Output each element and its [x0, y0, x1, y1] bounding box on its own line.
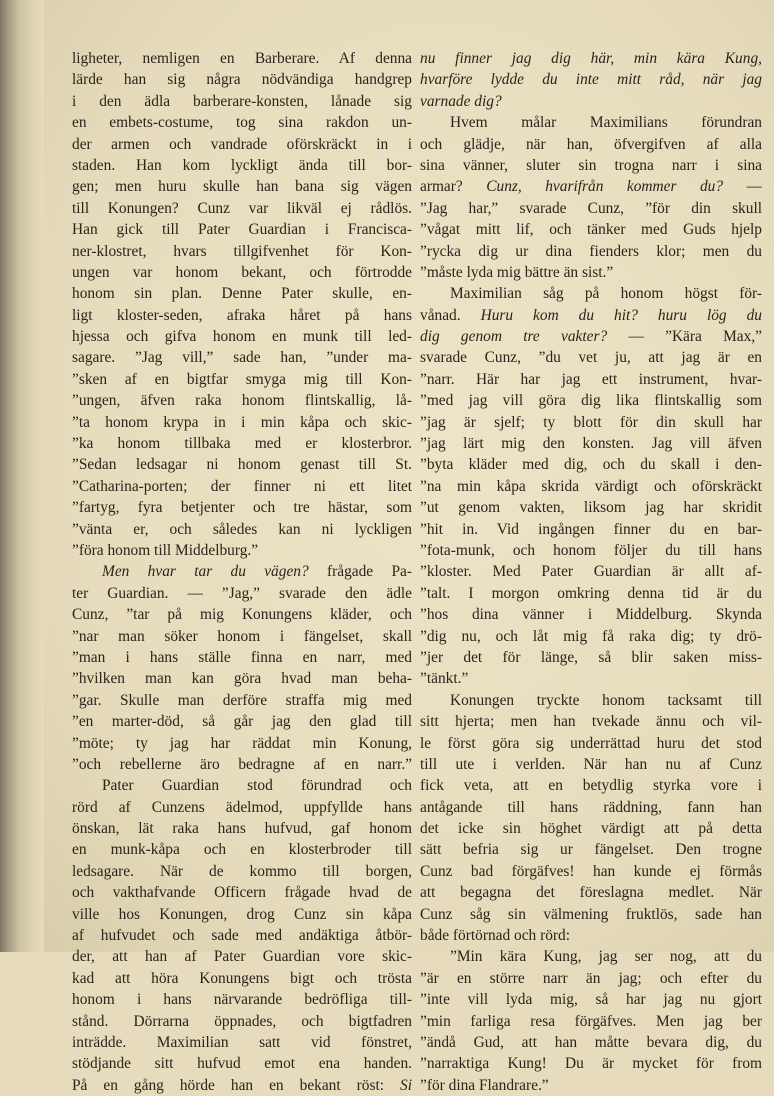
text-line: ”gar. Skulle man derföre straffa mig med	[72, 691, 412, 709]
text-line: inträdde. Maximilian satt vid fönstret,	[72, 1033, 412, 1051]
text-line: ”möte; ty jag har räddat min Konung,	[72, 734, 412, 752]
text-line: och vakthafvande Officern frågade hvad de	[72, 884, 412, 902]
text-line: ”rycka dig ur dina fienders klor; men du	[420, 242, 762, 260]
text-line: ”byta kläder med dig, och du skall i den-	[420, 456, 762, 474]
text-line: dig genom tre vakter? — ”Kära Max,”	[420, 328, 762, 346]
text-line: ”ändå Gud, att han måtte bevara dig, du	[420, 1033, 762, 1051]
text-line: Maximilian såg på honom högst för-	[450, 285, 762, 303]
text-line: både förtörnad och rörd:	[420, 927, 570, 945]
text-line: ”narraktiga Kung! Du är mycket för from	[420, 1055, 762, 1073]
text-line: ”hit in. Vid ingången finner du en bar-	[420, 520, 762, 538]
text-line: fick veta, att en betydlig styrka vore i	[420, 777, 762, 795]
text-line: sina vänner, sluter sin trogna narr i sina	[420, 156, 762, 174]
text-column-right	[420, 48, 762, 1096]
text-line: ”nar man söker honom i fängelset, skall	[72, 627, 412, 645]
text-line: en embets-costume, tog sina rakdon un-	[72, 114, 412, 132]
text-line: armar? Cunz, hvarifrån kommer du? —	[420, 178, 762, 196]
text-line: ”och rebellerne äro bedragne af en narr.”	[72, 755, 412, 773]
text-line: staden. Han kom lyckligt ända till bor-	[72, 156, 412, 174]
text-line: kad att höra Konungens bigt och trösta	[72, 969, 412, 987]
text-line: stånd. Dörrarna öppnades, och bigtfadren	[72, 1012, 412, 1030]
text-line: ”vänta er, och således kan ni lyckligen	[72, 520, 412, 538]
text-line: På en gång hörde han en bekant röst: Si	[72, 1076, 412, 1094]
text-line: ”vågat mitt lif, och tänker med Guds hjelp	[420, 221, 762, 239]
text-line: Han gick till Pater Guardian i Francisca-	[72, 221, 412, 239]
text-line: honom sin plan. Denne Pater skulle, en-	[72, 285, 412, 303]
text-line: det icke sin höghet värdigt att på detta	[420, 820, 762, 838]
text-line: ”Catharina-porten; der finner ni ett litet	[72, 477, 412, 495]
text-line: en munk-kåpa och en klosterbroder till	[72, 841, 412, 859]
text-line: ville hos Konungen, drog Cunz sin kåpa	[72, 905, 412, 923]
text-line: ”Jag har,” svarade Cunz, ”för din skull	[420, 199, 762, 217]
text-line: önskan, lät raka hans hufvud, gaf honom	[72, 820, 412, 838]
text-line: ”jag lärt mig den konsten. Jag vill äfven	[420, 435, 762, 453]
text-line: ”hvilken man kan göra hvad man beha-	[72, 670, 412, 688]
text-line: till ute i verlden. När han nu af Cunz	[420, 755, 762, 773]
text-line: ”na min kåpa skrida värdigt och oförskräckt	[420, 477, 762, 495]
text-line: sitt hjerta; men han tvekade ännu och vil-	[420, 713, 762, 731]
text-line: nu finner jag dig här, min kära Kung,	[420, 50, 762, 67]
text-line: ”för dina Flandrare.”	[420, 1076, 549, 1094]
text-line: ner-klostret, hvars tillgifvenhet för Kon-	[72, 242, 412, 260]
text-line: ”jag är sjelf; ty blott för din skull har	[420, 413, 762, 431]
text-line: antågande till hans räddning, fann han	[420, 798, 762, 816]
text-line: varnade dig?	[420, 92, 502, 110]
text-line: lärde han sig några nödvändiga handgrep	[72, 71, 412, 89]
text-line: ”min farliga resa förgäfves. Men jag ber	[420, 1012, 762, 1030]
text-line: ”kloster. Med Pater Guardian är allt af-	[420, 563, 762, 581]
text-line: honom i hans närvarande bedröfliga till-	[72, 991, 412, 1009]
text-line: sagare. ”Jag vill,” sade han, ”under ma-	[72, 349, 412, 367]
text-line: hjessa och gifva honom en munk till led-	[72, 328, 412, 346]
text-line: i den ädla barberare-konsten, lånade sig	[72, 92, 412, 110]
text-line: rörd af Cunzens ädelmod, uppfyllde hans	[72, 798, 412, 816]
text-line: ledsagare. När de kommo till borgen,	[72, 862, 412, 880]
text-line: ”Min kära Kung, jag ser nog, att du	[450, 948, 762, 966]
text-line: ligt kloster-seden, afraka håret på hans	[72, 306, 412, 324]
text-line: le först göra sig underrättad huru det stod	[420, 734, 762, 752]
page-binding-shadow	[0, 0, 44, 952]
text-line: att begagna det föreslagna medlet. När	[420, 884, 762, 902]
text-line: der armen och vandrade oförskräckt in i	[72, 135, 412, 153]
text-line: ”tänkt.”	[420, 670, 469, 688]
text-line: Cunz såg sin välmening fruktlös, sade han	[420, 905, 762, 923]
text-line: ”med jag vill göra dig lika flintskallig som	[420, 392, 762, 410]
text-line: till Konungen? Cunz var likväl ej rådlös.	[72, 199, 412, 217]
text-line: Pater Guardian stod förundrad och	[102, 777, 412, 795]
text-line: ”fota-munk, och honom följer du till hans	[420, 541, 762, 559]
text-line: ”föra honom till Middelburg.”	[72, 541, 259, 559]
text-line: ter Guardian. — ”Jag,” svarade den ädle	[72, 584, 412, 602]
text-line: Cunz bad förgäfves! han kunde ej förmås	[420, 862, 762, 880]
text-line: ”ungen, äfven raka honom flintskallig, lå-	[72, 392, 412, 410]
text-line: sätt befria sig ur fängelset. Den trogne	[420, 841, 762, 859]
text-line: gen; men huru skulle han bana sig vägen	[72, 178, 412, 196]
text-line: ”ta honom krypa in i min kåpa och skic-	[72, 413, 412, 431]
text-line: svarade Cunz, ”du vet ju, att jag är en	[420, 349, 762, 367]
text-line: ”sken af en bigtfar smyga mig till Kon-	[72, 370, 412, 388]
text-line: vånad. Huru kom du hit? huru lög du	[420, 306, 762, 324]
text-line: ”man i hans ställe finna en narr, med	[72, 648, 412, 666]
text-line: Konungen tryckte honom tacksamt till	[450, 691, 762, 709]
text-line: ”en marter-död, så går jag den glad till	[72, 713, 412, 731]
text-line: ligheter, nemligen en Barberare. Af denna	[72, 50, 412, 67]
text-line: Cunz, ”tar på mig Konungens kläder, och	[72, 606, 412, 624]
text-line: ”Sedan ledsagar ni honom genast till St.	[72, 456, 412, 474]
text-line: ”talt. I morgon omkring denna tid är du	[420, 584, 762, 602]
text-line: ungen var honom bekant, och förtrodde	[72, 263, 412, 281]
text-line: ”inte vill lyda mig, så har jag nu gjort	[420, 991, 762, 1009]
text-line: ”ut genom vakten, liksom jag har skridit	[420, 499, 762, 517]
text-line: ”måste lyda mig bättre än sist.”	[420, 263, 614, 281]
text-line: och glädje, när han, öfvergifven af alla	[420, 135, 762, 153]
text-line: af hufvudet och sade med andäktiga åtbör-	[72, 927, 412, 945]
text-line: ”fartyg, fyra betjenter och tre hästar, som	[72, 499, 412, 517]
text-line: Men hvar tar du vägen? frågade Pa-	[102, 563, 412, 581]
text-line: ”ka honom tillbaka med er klosterbror.	[72, 435, 412, 453]
text-column-left	[72, 48, 412, 1096]
text-line: Hvem målar Maximilians förundran	[450, 114, 762, 132]
text-line: ”dig nu, och låt mig få raka dig; ty drö-	[420, 627, 762, 645]
text-line: stödjande sitt hufvud emot ena handen.	[72, 1055, 412, 1073]
text-line: der, att han af Pater Guardian vore skic-	[72, 948, 412, 966]
text-line: ”är en större narr än jag; och efter du	[420, 969, 762, 987]
text-line: hvarföre lydde du inte mitt råd, när jag	[420, 71, 762, 89]
text-line: ”jer det för länge, så blir saken miss-	[420, 648, 762, 666]
text-line: ”narr. Här har jag ett instrument, hvar-	[420, 370, 762, 388]
text-line: ”hos dina vänner i Middelburg. Skynda	[420, 606, 762, 624]
